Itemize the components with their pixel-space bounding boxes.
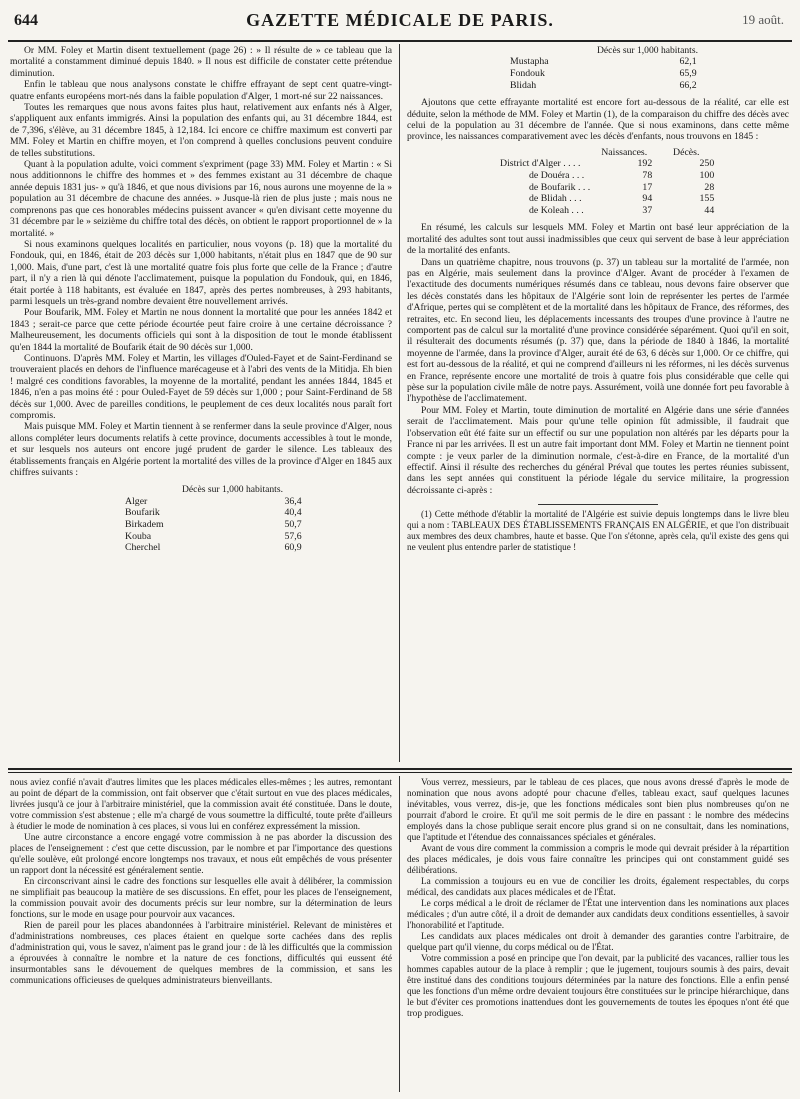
paragraph: Une autre circonstance a encore engagé votre commission à ne pas aborder la discussion des places de l'enseignement : c'est que cette discussion, par le nombre et par l'importance des questions qu'elle soulève, eût prolongé encore longtemps nos travaux, et nous eût empêchés de vous présenter un rapport dont la nécessité est généralement sentie. <box>10 833 392 876</box>
deaths-value: 100 <box>699 170 715 181</box>
paragraph: Les candidats aux places médicales ont droit à demander des garanties contre l'arbitraire, de quelque part qu'il vienne, du corps médical ou de l'État. <box>407 932 789 953</box>
paragraph: La commission a toujours eu en vue de concilier les droits, également respectables, du corps médical, des candidats aux places médicales et de l'État. <box>407 877 789 898</box>
paragraph: En circonscrivant ainsi le cadre des fonctions sur lesquelles elle avait à délibérer, la commission ne simplifiait pas beaucoup la matière de ses discussions. En effet, pour les places de l'enseignement, la commission pouvait avoir des documents précis sur leur nombre, sur la détermination de leurs fonctions, sur le mode en usage pour pourvoir aux vacances. <box>10 877 392 920</box>
table-row <box>122 531 305 543</box>
column-divider <box>399 44 400 762</box>
births-value: 17 <box>642 181 653 193</box>
section-rule-thin <box>8 772 792 773</box>
table-row <box>507 68 700 80</box>
table-row <box>497 182 717 194</box>
paragraph: Quant à la population adulte, voici comment s'expriment (page 33) MM. Foley et Martin : « Si nous additionnons le chiffre des hommes et » des femmes existant au 31 décembre de chaque année depuis 1831 jus- » qu'à 1846, et que nous divisions par 16, nous aurons une moyenne de la » population au 31 décembre de chacune des années. » Jusque-là rien de plus juste ; mais nous ne comprenons pas que ces honorables médecins puissent avancer « qu'en divisant cette moyenne du 31 décembre par le » seizième du chiffre total des décès, on obtient le rapport proportionnel de » la mortalité. » <box>10 159 392 239</box>
table-row <box>497 170 717 182</box>
paragraph: Avant de vous dire comment la commission a compris le mode qui devrait présider à la répartition des places médicales, je dois vous faire connaître les principes qui ont constamment guidé ses délibérations. <box>407 844 789 876</box>
town-value: 65,9 <box>679 68 697 79</box>
table-row <box>122 507 305 519</box>
column-divider <box>399 776 400 1092</box>
page-number: 644 <box>14 12 38 29</box>
town-name: Birkadem <box>125 519 164 531</box>
deaths-value: 155 <box>699 193 715 205</box>
lower-right-column <box>407 778 789 1020</box>
header-rule <box>8 40 792 42</box>
town-name: Alger <box>125 495 148 507</box>
page-header <box>8 6 792 38</box>
table-header: Décès sur 1,000 habitants. <box>182 484 283 496</box>
section-rule <box>8 768 792 770</box>
paragraph: Ajoutons que cette effrayante mortalité est encore fort au-dessous de la réalité, car elle est déduite, selon la méthode de MM. Foley et Martin (1), de la comparaison du chiffre des décès avec celui de la population au 31 décembre de l'année. Que si nous examinons, dans cette même province, les naissances comparativement avec les décès d'enfants, nous trouvons en 1845 : <box>407 97 789 143</box>
births-deaths-table <box>407 147 789 217</box>
column-header: Décès. <box>673 146 700 158</box>
paragraph: Pour Boufarik, MM. Foley et Martin ne nous donnent la mortalité que pour les années 1842 et 1843 ; serait-ce parce que cette période écourtée peut faire croire à une certaine décroissance ? Malheureusement, les documents officiels qui sont à la disposition de tout le monde établissent qu'en 1844 la mortalité de Boufarik était de 90 décès sur 1,000. <box>10 307 392 353</box>
mortality-table-towns <box>10 484 392 553</box>
paragraph: Pour MM. Foley et Martin, toute diminution de mortalité en Algérie dans une série d'années serait de l'acclimatement. Mais pour qu'une telle opinion fût admissible, il faudrait que l'observation eût été faite sur un effectif ou sur une population non altérés par les départs pour la France ni par les arrivées. Il est un autre fait important dont MM. Foley et Martin ne tiennent point compte : je veux parler de la diminution normale, c'est-à-dire en France, de la mortalité d'un effectif. Ainsi il résulte des recherches du général Préval que toutes les pertes réunies subissent, dans les sept années qui constituent la période légale du service militaire, la progression décroissante ci-après : <box>407 404 789 496</box>
district-name: de Blidah . . . <box>529 193 582 205</box>
paragraph: Vous verrez, messieurs, par le tableau de ces places, que nous avons dressé d'après le mode de nomination que nous avons adopté pour chacune d'elles, tableau exact, sauf quelques lacunes inévitables, vous verrez, dis-je, que les fonctions médicales sont bien plus nombreuses qu'on ne pourrait d'abord le croire. Et qu'il me soit permis de le dire en passant : le nombre des médecins employés dans la chose publique serait encore plus grand si on ne consultait, dans les nominations, que l'aptitude et l'étendue des connaissances spéciales et générales. <box>407 778 789 843</box>
paragraph: Dans un quatrième chapitre, nous trouvons (p. 37) un tableau sur la mortalité de l'armée, non pas en Algérie, mais seulement dans la province d'Alger. Avant de procéder à l'examen de l'exactitude des documents numériques résumés dans ce tableau, nous devons faire observer que les décès constatés dans les hôpitaux de l'Algérie sont loin de représenter les pertes de l'armée d'Afrique, pertes qui se complètent et de la mortalité dans les hôpitaux de France, des réformes, des retraites, etc. En second lieu, les déplacements incessants des troupes d'une province à l'autre ne comportent pas de calcul sur la mortalité d'une province considérée séparément. Quoi qu'il en soit, il résulterait des documents résumés (p. 37) que, dans la période de 1840 à 1846, la mortalité moyenne de l'armée, dans la province d'Alger, aurait été de 63, 6 décès sur 1,000. Or ce chiffre, qui est fort au-dessous de la réalité, et qui ne comprend d'ailleurs ni les réformes, ni les décès survenus en France, représente encore une mortalité de trois à quatre fois plus considérable que celle qui pèse sur la population civile mâle de notre pays. Assurément, voilà une donnée fort peu favorable à l'hypothèse de l'acclimatement. <box>407 256 789 405</box>
stats-table <box>497 147 717 217</box>
table-row <box>122 496 305 508</box>
town-name: Mustapha <box>510 56 549 68</box>
paragraph: Continuons. D'après MM. Foley et Martin, les villages d'Ouled-Fayet et de Saint-Ferdinand se trouveraient placés en dehors de l'influence marécageuse et à l'abri des vents de la Mitidja. Eh bien ! malgré ces conditions favorables, la moyenne de la mortalité, pendant les années 1844, 1845 et 1846, n'en a pas moins été : pour Ouled-Fayet de 59 décès sur 1,000 ; pour Saint-Ferdinand de 58 décès sur 1,000. Avec de pareilles conditions, le peuplement de ces deux localités nous paraît fort compromis. <box>10 352 392 421</box>
births-value: 94 <box>642 193 653 205</box>
paragraph: Votre commission a posé en principe que l'on devait, par la publicité des vacances, rallier tous les hommes capables autour de la place à remplir ; que le jugement, toujours soumis à des pairs, devait être institué dans des conditions toujours déterminées par la nature des fonctions. Elle a enfin pensé que les fonctions d'un même ordre devaient toujours être constituées sur le principe hiérarchique, dans le but d'éviter ces promotions inattendues dont les gouvernements de toutes les époques n'ont été que trop prodigues. <box>407 954 789 1019</box>
paragraph: Rien de pareil pour les places abandonnées à l'arbitraire ministériel. Relevant de ministères et d'administrations nombreuses, ces places étaient en quelque sorte cachées dans des replis d'administration qui, vous le savez, n'aiment pas le grand jour : de là les difficultés que la commission a éprouvées à connaître le nombre et la nature de ces fonctions, difficultés qui eussent été insurmontables sans le dévouement de quelques membres de la commission, et sans les communications officieuses de quelques administrateurs bienveillants. <box>10 921 392 986</box>
paragraph: Mais puisque MM. Foley et Martin tiennent à se renfermer dans la seule province d'Alger, nous allons compléter leurs documents relatifs à cette province, documents accessibles à tout le monde, et sur lesquels nos auteurs ont encore jugé prudent de garder le silence. Les tableaux des établissements français en Algérie portent la mortalité des villes de la province d'Alger en 1845 aux chiffres suivants : <box>10 421 392 479</box>
births-value: 37 <box>642 204 653 216</box>
town-name: Boufarik <box>125 507 160 519</box>
town-value: 62,1 <box>679 56 697 68</box>
paragraph: Toutes les remarques que nous avons faites plus haut, relativement aux enfants nés à Alger, s'appliquent aux enfants immigrés. Ainsi la population des enfants qui, au 31 décembre 1844, est de 7,396, s'élève, au 31 décembre 1845, à 12,184. Ici encore ce chiffre maximum est converti par MM. Foley et Martin en chiffre moyen, et l'on comprend à quelles conclusions peuvent conduire de telles substitutions. <box>10 102 392 159</box>
births-value: 78 <box>642 170 653 181</box>
deaths-value: 28 <box>704 181 715 193</box>
table-row <box>497 205 717 217</box>
table-header: Décès sur 1,000 habitants. <box>597 45 698 56</box>
running-title: GAZETTE MÉDICALE DE PARIS. <box>246 10 554 30</box>
table-row <box>507 80 700 92</box>
table-row <box>122 519 305 531</box>
town-value: 66,2 <box>679 79 697 91</box>
deaths-value: 250 <box>699 158 715 170</box>
upper-right-column <box>407 45 789 552</box>
mortality-table-towns-continued <box>407 45 789 91</box>
paragraph: En résumé, les calculs sur lesquels MM. Foley et Martin ont basé leur appréciation de la mortalité des adultes sont tout aussi inadmissibles que ceux qui servent de base à leur appréciation de la mortalité des enfants. <box>407 222 789 257</box>
town-value: 36,4 <box>284 495 302 507</box>
stats-table <box>122 496 305 554</box>
district-name: de Douéra . . . <box>529 170 585 181</box>
town-name: Blidah <box>510 79 537 91</box>
district-name: de Koleah . . . <box>529 204 584 216</box>
town-name: Kouba <box>125 530 152 542</box>
paragraph: Or MM. Foley et Martin disent textuellement (page 26) : » Il résulte de » ce tableau que la mortalité a constamment diminué depuis 1840. » Il nous est difficile de constater cette prétendue diminution. <box>10 45 392 79</box>
paragraph: Si nous examinons quelques localités en particulier, nous voyons (p. 18) que la mortalité du Fondouk, qui, en 1846, était de 203 décès sur 1,000 habitants, n'était plus en 1847 que de 90 sur 1,000. Mais, d'une part, c'est là une mortalité quatre fois plus forte que celle de la France ; d'autre part, il n'y a rien là qui dénote l'acclimatement, puisque la population du Fondouk, qui, en 1846, était portée à 118 habitants, est évaluée en 1847, après des pertes nombreuses, à 293 habitants, parmi lesquels un très-grand nombre devaient être nouvellement arrivés. <box>10 238 392 307</box>
district-name: District d'Alger . . . . <box>500 158 581 170</box>
paragraph: nous aviez confié n'avait d'autres limites que les places médicales elles-mêmes ; les autres, remontant au point de départ de la commission, ont fait observer que c'était surtout en vue des places médicales, livrées jusqu'à ce jour à l'arbitraire ministériel, que la commission avait été constituée. Dans le doute, votre commission s'est abstenue ; elle m'a chargé de vous soumettre la difficulté, toute prête d'ailleurs à étudier le mode de nomination à ces places, si vous lui en conférez expressément la mission. <box>10 778 392 832</box>
town-name: Fondouk <box>510 68 545 79</box>
deaths-value: 44 <box>704 204 715 216</box>
table-row <box>507 56 700 68</box>
footnote: (1) Cette méthode d'établir la mortalité de l'Algérie est suivie depuis longtemps dans le livre bleu qui a nom : TABLEAUX DES ÉTABLISSEMENTS FRANÇAIS EN ALGÉRIE, et que l'on distribuait aux membres des deux chambres, haute et basse. Que l'on s'étonne, après cela, qu'il existe des gens qui ne veulent plus entendre parler de statistique ! <box>407 509 789 552</box>
footnote-rule <box>538 504 658 505</box>
stats-table <box>507 56 700 91</box>
upper-left-column <box>10 45 392 554</box>
table-header-row <box>497 147 717 159</box>
births-value: 192 <box>637 158 653 170</box>
issue-date: 19 août. <box>742 12 784 27</box>
paragraph: Le corps médical a le droit de réclamer de l'État une intervention dans les nominations aux places médicales ; d'un autre côté, il a droit de demander aux candidats deux conditions essentielles, à savoir l'honorabilité et l'aptitude. <box>407 899 789 931</box>
lower-left-column <box>10 778 392 987</box>
column-header: Naissances. <box>601 146 648 158</box>
town-value: 57,6 <box>284 530 302 542</box>
table-row <box>122 542 305 554</box>
town-value: 50,7 <box>284 519 302 531</box>
district-name: de Boufarik . . . <box>529 181 591 193</box>
town-value: 40,4 <box>284 507 302 519</box>
paragraph: Enfin le tableau que nous analysons constate le chiffre effrayant de sept cent quatre-vingt-quatre enfants européens mort-nés dans la faible population d'Alger, 1 mort-né sur 22 naissances. <box>10 79 392 102</box>
town-value: 60,9 <box>284 542 302 554</box>
town-name: Cherchel <box>125 542 161 554</box>
table-row <box>497 158 717 170</box>
table-row <box>497 193 717 205</box>
